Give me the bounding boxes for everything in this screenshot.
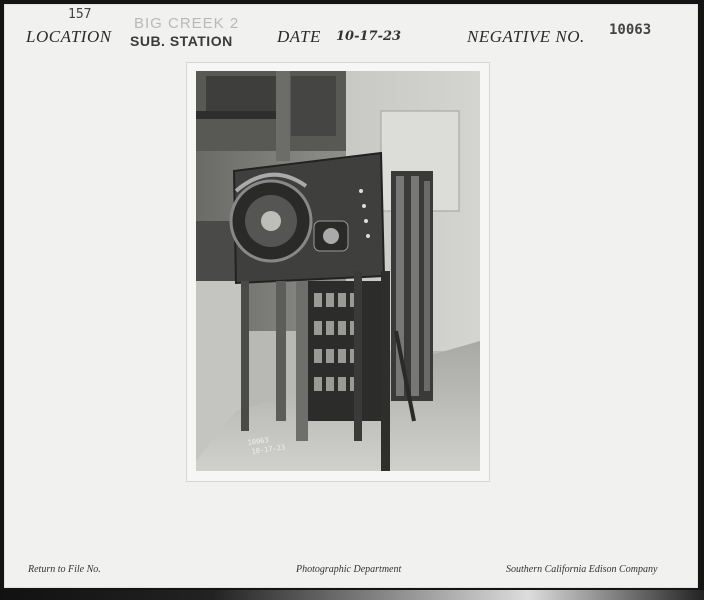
location-value: SUB. STATION xyxy=(130,33,233,49)
photo-inscription-date: 10-17-23 xyxy=(251,443,286,456)
photo-mount xyxy=(186,62,490,482)
date-label: DATE xyxy=(277,27,321,46)
return-to-file-label: Return to File No. xyxy=(28,564,101,575)
negative-value: 10063 xyxy=(609,22,652,38)
switchboard-photo-image xyxy=(196,71,480,471)
company-label: Southern California Edison Company xyxy=(506,564,658,575)
location-faint-stamp: BIG CREEK 2 xyxy=(134,15,240,32)
scan-edge-strip xyxy=(0,590,704,600)
negative-label: NEGATIVE NO. xyxy=(467,27,585,46)
photo-inscription-number: 10063 xyxy=(247,436,270,447)
location-label: LOCATION xyxy=(26,27,112,46)
location-number: 157 xyxy=(68,7,92,22)
archive-card xyxy=(4,4,698,588)
date-value: 10-17-23 xyxy=(336,29,402,44)
department-label: Photographic Department xyxy=(296,564,402,575)
switchboard-photo xyxy=(196,71,480,471)
